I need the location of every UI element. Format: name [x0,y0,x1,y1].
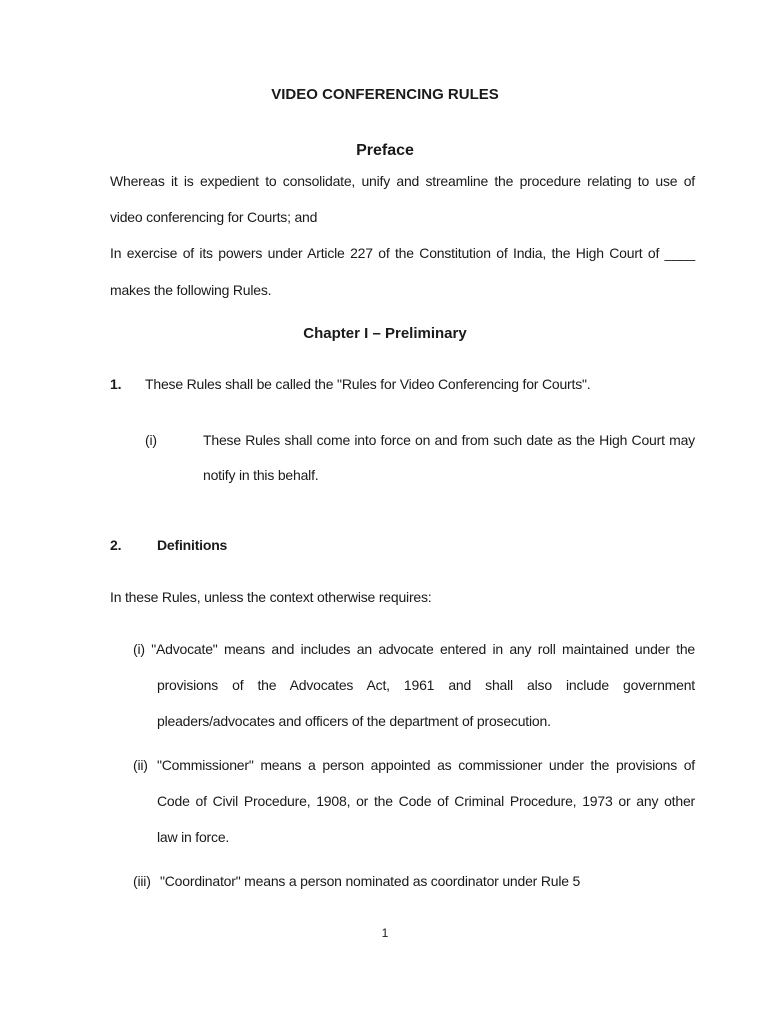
preface-line-4: makes the following Rules. [110,282,272,298]
definition-iii-label: (iii) [133,873,151,889]
rule-1-text: These Rules shall be called the "Rules for Video Conferencing for Courts". [145,376,591,392]
preface-line-1: Whereas it is expedient to consolidate, unify and streamline the procedure relating to use of [110,173,695,189]
rule-1-sub-line-1: These Rules shall come into force on and from such date as the High Court may [203,432,695,448]
preface-line-3: In exercise of its powers under Article 227 of the Constitution of India, the High Court of ____ [110,245,695,261]
page-number: 1 [381,926,389,940]
definition-i-line-3: pleaders/advocates and officers of the department of prosecution. [157,713,551,729]
definitions-intro: In these Rules, unless the context otherwise requires: [110,589,432,605]
preface-heading: Preface [356,142,414,159]
rule-2-number: 2. [110,537,122,553]
preface-line-2: video conferencing for Courts; and [110,209,318,225]
definition-ii-line-2: Code of Civil Procedure, 1908, or the Code of Criminal Procedure, 1973 or any other [157,793,695,809]
document-title: VIDEO CONFERENCING RULES [271,86,499,103]
definition-iii-text: "Coordinator" means a person nominated as coordinator under Rule 5 [160,873,581,889]
definition-i-line-2: provisions of the Advocates Act, 1961 and shall also include government [157,677,695,693]
rule-2-heading: Definitions [157,537,228,553]
rule-1-sub-line-2: notify in this behalf. [203,467,319,483]
chapter-heading: Chapter I – Preliminary [303,325,467,342]
rule-1-number: 1. [110,376,122,392]
definition-ii-line-1: "Commissioner" means a person appointed as commissioner under the provisions of [157,757,695,773]
definition-ii-line-3: law in force. [157,829,230,845]
definition-ii-label: (ii) [133,757,148,773]
definition-i-line-1: (i) "Advocate" means and includes an advocate entered in any roll maintained under the [133,641,695,657]
rule-1-sub-label: (i) [145,432,157,448]
